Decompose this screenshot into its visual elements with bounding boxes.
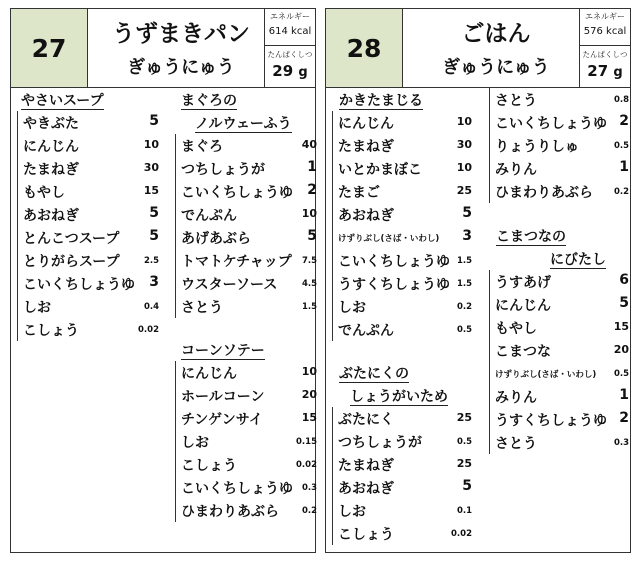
ingredient-name: みりん (495, 390, 537, 406)
ingredient-quantity: 5 (149, 228, 159, 244)
ingredient-quantity: 1.5 (456, 256, 472, 266)
ingredient-quantity: 1.5 (301, 302, 317, 312)
ingredient-name: まぐろ (181, 139, 223, 155)
ingredient-name: けずりぶし(さば・いわし) (338, 234, 440, 244)
ingredient-row (495, 134, 629, 157)
ingredient-name: でんぷん (181, 208, 237, 224)
ingredient-row (495, 339, 629, 362)
section-title: こまつなの (496, 229, 566, 245)
ingredient-quantity: 1.5 (456, 279, 472, 289)
main-dish: うずまきパン (112, 21, 250, 47)
ingredient-quantity: 4.5 (301, 279, 317, 289)
section-title: かきたまじる (339, 93, 423, 109)
ingredient-row (338, 522, 472, 545)
ingredient-quantity: 0.5 (613, 369, 629, 379)
section-title: コーンソテー (181, 343, 265, 359)
ingredient-quantity: 15 (613, 320, 629, 333)
ingredient-row (338, 295, 472, 318)
ingredient-quantity: 6 (619, 272, 629, 288)
ingredient-name: たまねぎ (338, 458, 394, 474)
drink: ぎゅうにゅう (442, 57, 550, 78)
ingredient-row (338, 226, 472, 249)
protein-value: 27 g (587, 62, 623, 80)
ingredient-row (338, 499, 472, 522)
ingredient-name: あげあぶら (181, 231, 251, 247)
ingredient-row (23, 295, 159, 318)
ingredient-quantity: 1 (619, 159, 629, 175)
ingredient-name: ひまわりあぶら (495, 185, 593, 201)
ingredient-quantity: 0.2 (613, 187, 629, 197)
ingredient-quantity: 0.02 (296, 460, 317, 470)
ingredient-quantity: 1 (307, 159, 317, 175)
ingredient-name: こいくちしょうゆ (181, 481, 293, 497)
ingredient-row (338, 249, 472, 272)
ingredient-name: にんじん (338, 116, 394, 132)
ingredient-name: やきぶた (23, 116, 79, 132)
ingredient-name: ウスターソース (181, 277, 278, 293)
ingredient-quantity: 0.2 (301, 506, 317, 516)
ingredient-name: たまご (338, 185, 380, 201)
ingredient-row (495, 408, 629, 431)
ingredient-row (495, 180, 629, 203)
ingredient-row (181, 430, 317, 453)
ingredient-quantity: 25 (456, 411, 472, 424)
ingredient-list (489, 270, 629, 454)
ingredient-row (338, 407, 472, 430)
ingredient-row (181, 295, 317, 318)
ingredient-quantity: 0.02 (451, 529, 472, 539)
energy-value: 576 kcal (583, 26, 627, 37)
energy-label: エネルギー (270, 12, 310, 21)
ingredient-list (332, 111, 472, 341)
ingredient-row (23, 203, 159, 226)
ingredient-name: しお (181, 435, 209, 451)
nutrition-box (264, 9, 315, 87)
ingredient-row (181, 407, 317, 430)
ingredient-row (23, 226, 159, 249)
ingredient-list (489, 88, 629, 203)
ingredient-row (23, 157, 159, 180)
ingredient-quantity: 10 (456, 161, 472, 174)
ingredient-row (23, 272, 159, 295)
ingredient-row (181, 180, 317, 203)
ingredient-quantity: 5 (619, 295, 629, 311)
ingredient-quantity: 5 (307, 228, 317, 244)
ingredient-quantity: 0.15 (296, 437, 317, 447)
ingredient-name: たまねぎ (338, 139, 394, 155)
ingredient-row (495, 111, 629, 134)
ingredient-name: うすあげ (495, 275, 551, 291)
ingredient-name: ホールコーン (181, 389, 265, 405)
ingredient-quantity: 10 (301, 365, 317, 378)
ingredient-quantity: 15 (143, 184, 159, 197)
protein-label: たんぱくしつ (582, 50, 628, 59)
ingredient-name: つちしょうが (338, 435, 422, 451)
ingredient-name: さとう (495, 436, 537, 452)
ingredient-name: こいくちしょうゆ (23, 277, 135, 293)
energy-label: エネルギー (585, 12, 625, 21)
card-header (326, 9, 630, 88)
ingredient-quantity: 3 (149, 274, 159, 290)
ingredient-name: にんじん (181, 366, 237, 382)
ingredient-quantity: 2 (619, 113, 629, 129)
ingredient-row (338, 318, 472, 341)
ingredient-quantity: 2.5 (143, 256, 159, 266)
ingredient-row (495, 362, 629, 385)
protein-label: たんぱくしつ (267, 50, 313, 59)
ingredient-row (181, 226, 317, 249)
ingredient-row (338, 157, 472, 180)
ingredient-name: つちしょうが (181, 162, 265, 178)
ingredient-quantity: 0.02 (138, 325, 159, 335)
ingredient-row (338, 134, 472, 157)
ingredient-row (495, 270, 629, 293)
ingredient-quantity: 10 (143, 138, 159, 151)
ingredient-quantity: 40 (301, 138, 317, 151)
ingredient-quantity: 10 (301, 207, 317, 220)
ingredient-name: さとう (181, 300, 223, 316)
ingredient-quantity: 0.5 (456, 325, 472, 335)
ingredient-name: こしょう (23, 323, 79, 339)
ingredient-quantity: 0.3 (613, 438, 629, 448)
nutrition-box (579, 9, 630, 87)
ingredient-row (181, 361, 317, 384)
ingredient-name: でんぷん (338, 323, 394, 339)
ingredient-quantity: 0.2 (456, 302, 472, 312)
ingredient-row (495, 431, 629, 454)
ingredient-quantity: 7.5 (301, 256, 317, 266)
ingredient-row (338, 430, 472, 453)
ingredient-row (23, 318, 159, 341)
ingredient-quantity: 0.5 (456, 437, 472, 447)
ingredient-quantity: 25 (456, 457, 472, 470)
section-title: まぐろの (181, 93, 237, 109)
ingredient-quantity: 0.8 (613, 95, 629, 105)
ingredient-quantity: 0.5 (613, 141, 629, 151)
ingredient-quantity: 10 (456, 115, 472, 128)
energy-value: 614 kcal (268, 26, 312, 37)
main-dish: ごはん (461, 21, 531, 47)
ingredient-name: ぶたにく (338, 412, 394, 428)
ingredient-quantity: 0.3 (301, 483, 317, 493)
ingredient-name: にんじん (23, 139, 79, 155)
ingredient-name: こいくちしょうゆ (495, 116, 607, 132)
ingredient-row (495, 316, 629, 339)
ingredient-row (338, 180, 472, 203)
ingredient-row (181, 249, 317, 272)
ingredient-quantity: 5 (462, 478, 472, 494)
ingredient-row (338, 453, 472, 476)
ingredient-name: ひまわりあぶら (181, 504, 279, 520)
section-title: ぶたにくの (339, 366, 409, 382)
ingredient-row (23, 134, 159, 157)
ingredient-row (495, 293, 629, 316)
protein-value: 29 g (272, 62, 308, 80)
ingredient-quantity: 0.4 (143, 302, 159, 312)
menu-card-28 (325, 8, 631, 553)
ingredient-quantity: 5 (462, 205, 472, 221)
ingredient-name: うすくちしょうゆ (495, 413, 607, 429)
ingredient-row (23, 111, 159, 134)
ingredient-quantity: 5 (149, 205, 159, 221)
ingredient-name: みりん (495, 162, 537, 178)
ingredient-name: あおねぎ (23, 208, 79, 224)
ingredient-list (175, 134, 317, 318)
ingredient-name: あおねぎ (338, 481, 394, 497)
card-header (11, 9, 315, 88)
ingredient-name: いとかまぼこ (338, 162, 422, 178)
ingredient-row (181, 272, 317, 295)
ingredient-quantity: 3 (462, 228, 472, 244)
day-number: 28 (326, 9, 403, 87)
ingredient-name: トマトケチャップ (181, 254, 292, 270)
section-title: ノルウェーふう (195, 116, 292, 132)
ingredient-row (338, 272, 472, 295)
ingredient-name: うすくちしょうゆ (338, 277, 450, 293)
ingredient-quantity: 30 (456, 138, 472, 151)
ingredient-row (338, 111, 472, 134)
ingredient-name: とんこつスープ (23, 231, 120, 247)
ingredient-name: こいくちしょうゆ (338, 254, 450, 270)
ingredient-row (495, 385, 629, 408)
ingredient-quantity: 20 (301, 388, 317, 401)
ingredient-row (181, 384, 317, 407)
ingredient-row (495, 88, 629, 111)
ingredient-quantity: 20 (613, 343, 629, 356)
ingredient-row (181, 499, 317, 522)
ingredient-name: もやし (23, 185, 65, 201)
drink: ぎゅうにゅう (127, 57, 235, 78)
ingredient-row (181, 203, 317, 226)
ingredient-row (181, 453, 317, 476)
ingredient-quantity: 25 (456, 184, 472, 197)
ingredient-name: しお (23, 300, 51, 316)
ingredient-list (17, 111, 159, 341)
ingredient-row (181, 476, 317, 499)
ingredient-name: しお (338, 300, 366, 316)
ingredient-row (338, 203, 472, 226)
ingredient-name: しお (338, 504, 366, 520)
ingredient-name: さとう (495, 93, 537, 109)
ingredient-quantity: 2 (307, 182, 317, 198)
ingredient-row (23, 249, 159, 272)
ingredient-quantity: 2 (619, 410, 629, 426)
section-title: しょうがいため (350, 389, 448, 405)
ingredient-name: こしょう (181, 458, 237, 474)
ingredient-list (175, 361, 317, 522)
section-title: にびたし (550, 252, 606, 268)
ingredient-row (23, 180, 159, 203)
ingredient-row (495, 157, 629, 180)
menu-card-27 (10, 8, 316, 553)
ingredient-name: にんじん (495, 298, 551, 314)
section-title: やさいスープ (21, 93, 104, 109)
ingredient-quantity: 15 (301, 411, 317, 424)
ingredient-name: りょうりしゅ (495, 139, 579, 155)
ingredient-row (181, 157, 317, 180)
ingredient-name: けずりぶし(さば・いわし) (495, 370, 597, 380)
ingredient-name: とりがらスープ (23, 254, 120, 270)
ingredient-name: こしょう (338, 527, 394, 543)
ingredient-quantity: 1 (619, 387, 629, 403)
ingredient-name: チンゲンサイ (181, 412, 263, 428)
ingredient-row (181, 134, 317, 157)
ingredient-name: こいくちしょうゆ (181, 185, 293, 201)
ingredient-name: たまねぎ (23, 162, 79, 178)
ingredient-quantity: 30 (143, 161, 159, 174)
ingredient-name: あおねぎ (338, 208, 394, 224)
day-number: 27 (11, 9, 88, 87)
ingredient-list (332, 407, 472, 545)
ingredient-quantity: 5 (149, 113, 159, 129)
ingredient-quantity: 0.1 (456, 506, 472, 516)
ingredient-row (338, 476, 472, 499)
ingredient-name: もやし (495, 321, 537, 337)
ingredient-name: こまつな (495, 344, 551, 360)
